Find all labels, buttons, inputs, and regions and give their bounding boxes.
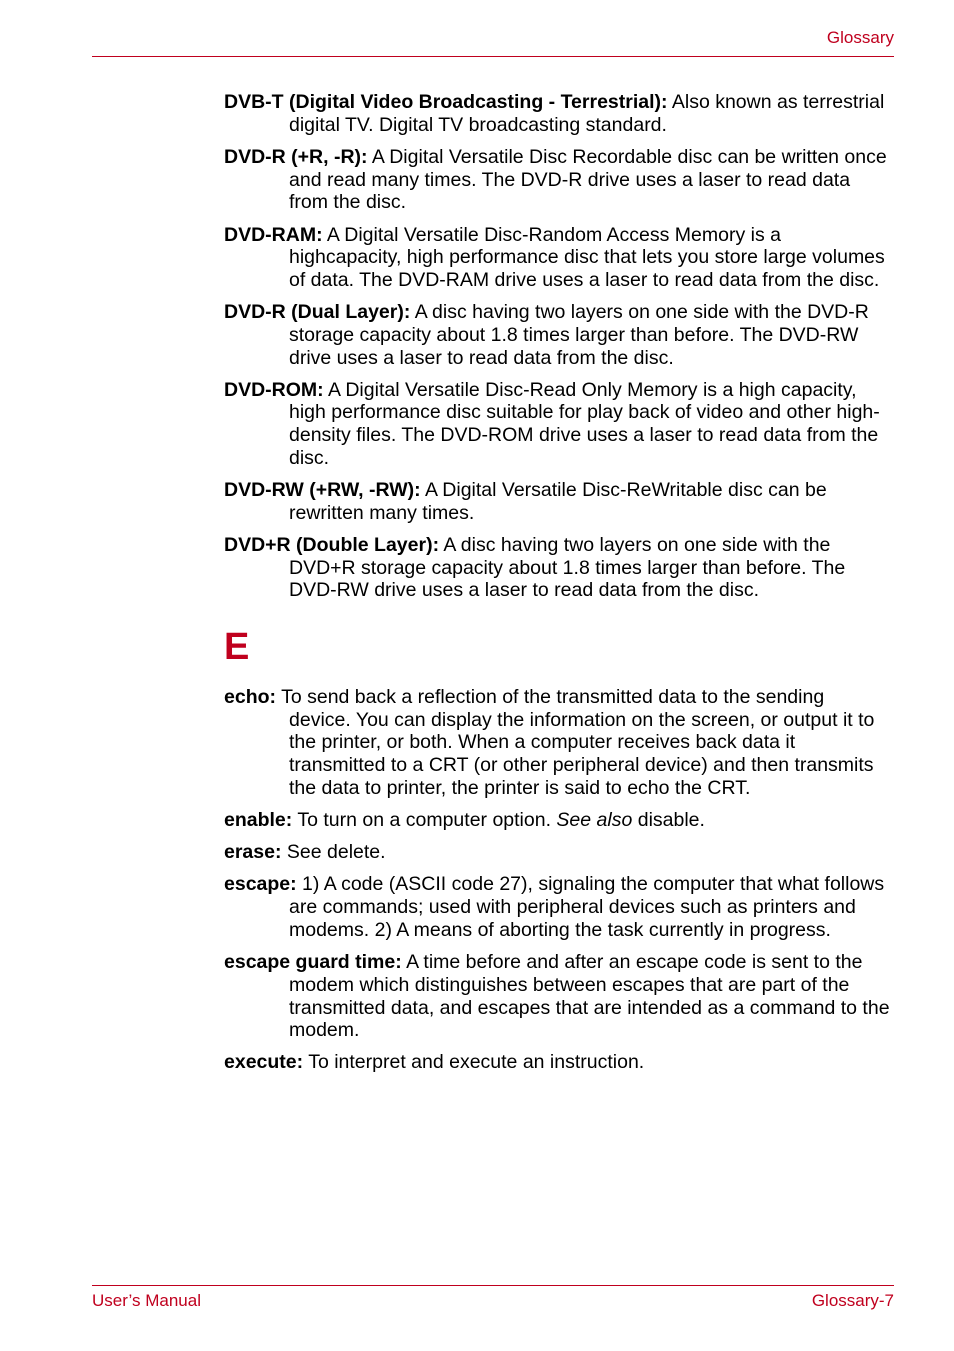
glossary-term: DVD-ROM: <box>224 378 324 401</box>
glossary-definition: A time before and after an escape code is sent to the modem which distinguishes between escapes that are part of the transmitted data, and escapes that are intended as a command to the modem. <box>289 951 890 1042</box>
glossary-term: enable: <box>224 809 293 832</box>
glossary-definition: A disc having two layers on one side with the DVD+R storage capacity about 1.8 times larger than before. The DVD-RW drive uses a laser to read data from the disc. <box>289 533 846 602</box>
footer-manual-title: User’s Manual <box>92 1291 201 1310</box>
glossary-term: DVD+R (Double Layer): <box>224 533 440 556</box>
glossary-entry-execute <box>224 1051 890 1074</box>
header-title: Glossary <box>826 28 894 47</box>
glossary-entry <box>224 224 890 292</box>
glossary-entry <box>224 301 890 369</box>
glossary-entry <box>224 379 890 470</box>
glossary-term: DVB-T (Digital Video Broadcasting - Terrestrial): <box>224 91 668 113</box>
glossary-entry-escape-guard-time <box>224 951 890 1042</box>
glossary-entry <box>224 91 890 136</box>
glossary-definition: To turn on a computer option. <box>292 809 557 832</box>
glossary-definition: To send back a reflection of the transmitted data to the sending device. You can display the information on the screen, or output it to the printer, or both. When a computer receives back data it transmitted to a CRT (or other peripheral device) and then transmits the data to printer, the printer is said to echo the CRT. <box>276 686 875 799</box>
glossary-definition: A disc having two layers on one side with the DVD-R storage capacity about 1.8 times larger than before. The DVD-RW drive uses a laser to read data from the disc. <box>289 301 869 369</box>
glossary-term: DVD-RW (+RW, -RW): <box>224 479 421 502</box>
footer-rule <box>92 1285 894 1286</box>
glossary-term: DVD-R (Dual Layer): <box>224 301 411 324</box>
glossary-definition: To interpret and execute an instruction. <box>303 1051 645 1074</box>
glossary-term: escape guard time: <box>224 951 402 974</box>
glossary-term: echo: <box>224 686 277 709</box>
see-also-label: See also <box>556 809 633 832</box>
glossary-term: escape: <box>224 873 297 896</box>
glossary-entry <box>224 146 890 214</box>
glossary-entry-enable <box>224 809 890 832</box>
glossary-definition: Also known as terrestrial digital TV. Digital TV broadcasting standard. <box>289 91 885 136</box>
glossary-definition: See delete. <box>281 841 386 864</box>
cross-reference: disable. <box>632 809 705 832</box>
glossary-definition: A Digital Versatile Disc-ReWritable disc can be rewritten many times. <box>289 479 827 524</box>
header-rule <box>92 56 894 57</box>
glossary-entry-erase <box>224 841 890 864</box>
glossary-entry <box>224 534 890 602</box>
glossary-term: DVD-RAM: <box>224 223 323 246</box>
page-number: Glossary-7 <box>811 1291 894 1310</box>
glossary-content <box>224 91 890 1084</box>
glossary-definition: A Digital Versatile Disc Recordable disc can be written once and read many times. The DVD-R drive uses a laser to read data from the disc. <box>289 145 887 214</box>
glossary-entry <box>224 479 890 524</box>
glossary-definition: 1) A code (ASCII code 27), signaling the computer that what follows are commands; used with peripheral devices such as printers and modems. 2) A means of aborting the task currently in progress. <box>289 873 885 941</box>
glossary-definition: A Digital Versatile Disc-Read Only Memory is a high capacity, high performance disc suitable for play back of video and other high-density files. The DVD-ROM drive uses a laser to read data from the disc. <box>289 378 880 469</box>
glossary-definition: A Digital Versatile Disc-Random Access Memory is a highcapacity, high performance disc that lets you store large volumes of data. The DVD-RAM drive uses a laser to read data from the disc. <box>289 223 885 291</box>
glossary-term: execute: <box>224 1051 304 1074</box>
glossary-entry-echo <box>224 686 890 800</box>
section-heading-e: E <box>224 626 250 669</box>
glossary-term: DVD-R (+R, -R): <box>224 145 368 168</box>
glossary-term: erase: <box>224 841 282 864</box>
glossary-entry-escape <box>224 873 890 941</box>
